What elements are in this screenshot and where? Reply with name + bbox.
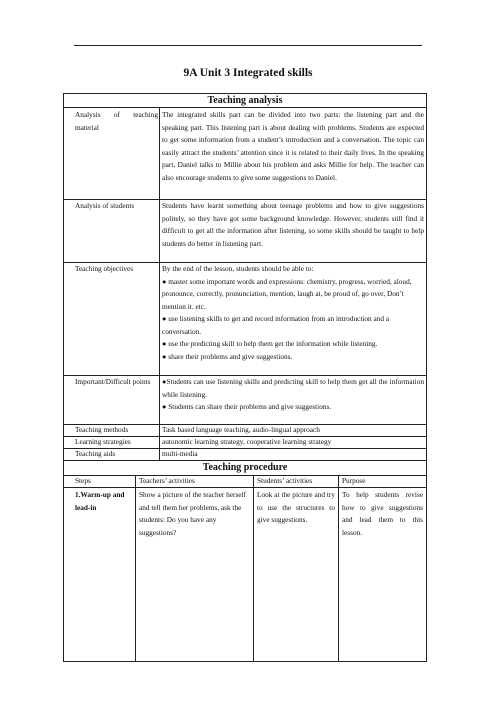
row-text: multi-media xyxy=(162,449,198,458)
points-list xyxy=(162,376,424,414)
objective-item: ● use listening skills to get and record information from an introduction and a conversation. xyxy=(162,314,390,336)
divider xyxy=(63,107,427,108)
objective-item: ● share their problems and give suggestions. xyxy=(162,351,293,361)
divider xyxy=(338,475,339,662)
row-label: Learning strategies xyxy=(75,437,131,446)
point-item: ● Students can share their problems and give suggestions. xyxy=(162,402,332,411)
teacher-activity-cell: Show a picture of the teacher herself and tell them her problems, ask the students: Do you have any suggestions? xyxy=(139,490,246,537)
section-heading-procedure: Teaching procedure xyxy=(202,462,288,473)
row-text: Students have learnt something about teenage problems and how to give suggestions politely, so they have got some background knowledge. However, students still find it difficult to get all the information after listening, so some skills should be taught to help students do better in listening part. xyxy=(162,201,424,248)
point-item: ●Students can use listening skills and predicting skill to help them get all the information while listening. xyxy=(162,377,424,399)
objectives-list xyxy=(162,263,424,363)
row-label: Analysis of teaching material xyxy=(75,110,158,132)
divider xyxy=(63,475,427,476)
column-header-purpose: Purpose xyxy=(342,476,366,485)
divider xyxy=(253,475,254,662)
document-title: 9A Unit 3 Integrated skills xyxy=(183,67,313,79)
row-label: Important/Difficult points xyxy=(75,377,151,386)
divider xyxy=(159,107,160,460)
section-heading-analysis: Teaching analysis xyxy=(207,95,283,106)
row-text: autonomic learning strategy, cooperative learning strategy xyxy=(162,437,332,446)
column-header-teacher: Teachers’ activities xyxy=(139,476,195,485)
divider xyxy=(63,487,427,488)
row-label: Teaching methods xyxy=(75,425,129,434)
student-activity-cell: Look at the picture and try to use the structures to give suggestions. xyxy=(257,490,335,524)
row-label: Teaching objectives xyxy=(75,264,134,273)
step-cell: 1.Warm-up and lead-in xyxy=(75,490,125,512)
header-rule xyxy=(74,45,422,46)
row-text: Task based language teaching, audio-lingual approach xyxy=(162,425,320,434)
column-header-steps: Steps xyxy=(75,476,91,485)
objective-item: ● master some important words and expressions: chemistry, progress, worried, aloud, pronounce, correctly, pronunciation, mention, laugh at, be proud of, go over, Don’t mention it. etc. xyxy=(162,276,412,311)
row-label: Teaching aids xyxy=(75,449,116,458)
divider xyxy=(135,475,136,662)
row-text: The integrated skills part can be divided into two parts: the listening part and the speaking part. This listening part is about dealing with problems. Students are expected to get some information from a student’s introduction and a conversation. The topic can easily attract the students’ attention since it is related to their daily lives. In the speaking part, Daniel talks to Millie about his problem and asks Millie for help. The teacher can also encourage students to give some suggestions to Daniel. xyxy=(162,110,424,182)
column-header-students: Students’ activities xyxy=(257,476,313,485)
objective-item: By the end of the lesson, students should be able to: xyxy=(162,264,314,273)
row-label: Analysis of students xyxy=(75,201,135,210)
purpose-cell: To help students revise how to give suggestions and lead them to this lesson. xyxy=(342,490,423,537)
objective-item: ● use the predicting skill to help them get the information while listening. xyxy=(162,339,378,348)
